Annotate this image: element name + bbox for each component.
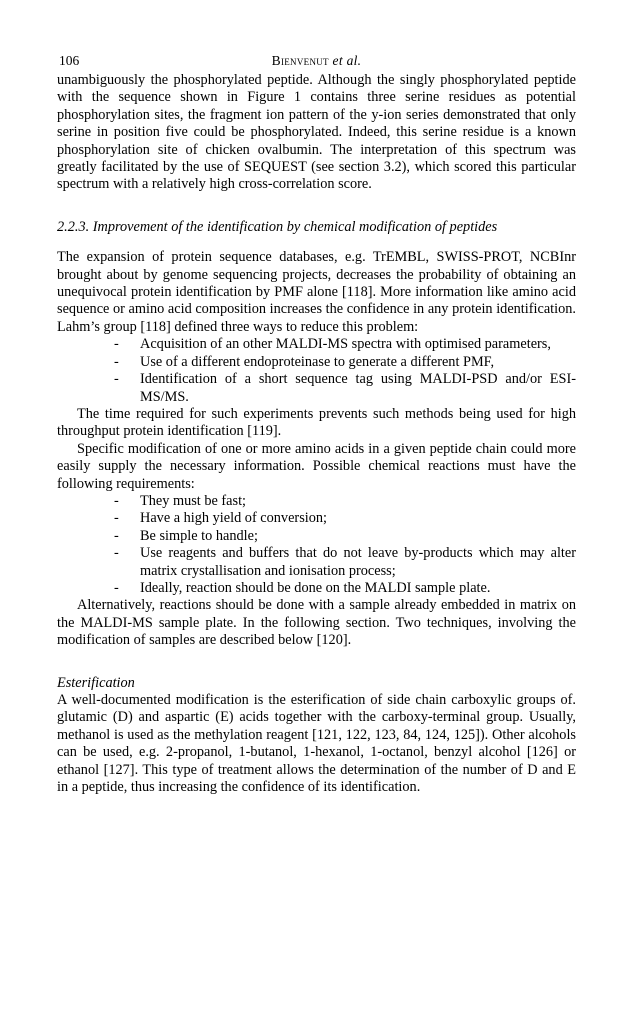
list-requirements xyxy=(57,493,576,597)
list-item: - Ideally, reaction should be done on the MALDI sample plate. xyxy=(114,579,491,596)
running-head-author: Bienvenut xyxy=(271,53,329,68)
document-page xyxy=(57,52,576,796)
list-item: - Be simple to handle; xyxy=(114,527,258,544)
paragraph-4: Specific modification of one or more amino acids in a given peptide chain could more easily supply the necessary information. Possible chemical reactions must have the following requirements: xyxy=(57,440,576,492)
page-header xyxy=(57,52,576,72)
dash-marker: - xyxy=(114,492,119,509)
page-number: 106 xyxy=(59,53,80,68)
section-title: 2.2.3. Improvement of the identification by chemical modification of peptides xyxy=(57,218,498,235)
dash-marker: - xyxy=(114,353,119,370)
paragraph-2: The expansion of protein sequence databases, e.g. TrEMBL, SWISS-PROT, NCBInr brought about by genome sequencing projects, decreases the probability of obtaining an unequivocal protein identification by PMF alone [118]. More information like amino acid sequence or amino acid composition increases the confidence in any protein identification. Lahm’s group [118] defined three ways to reduce this problem: xyxy=(57,249,576,335)
paragraph-6: A well-documented modification is the esterification of side chain carboxylic groups of. glutamic (D) and aspartic (E) acids together with the carboxy-terminal group. Usually, methanol is used as the methylation reagent [121, 122, 123, 84, 124, 125]). Other alcohols can be used, e.g. 2-propanol, 1-butanol, 1-hexanol, 1-octanol, benzyl alcohol [126] or ethanol [127]. This type of treatment allows the determination of the number of D and E in a peptide, thus increasing the confidence of its identification. xyxy=(57,692,576,796)
dash-marker: - xyxy=(114,527,119,544)
subsection-title: Esterification xyxy=(57,674,135,691)
list-item: - Acquisition of an other MALDI-MS spectra with optimised parameters, xyxy=(114,336,551,353)
dash-marker: - xyxy=(114,336,119,353)
list-item: - Use reagents and buffers that do not leave by-products which may alter matrix crystallisation and ionisation process; xyxy=(114,545,576,579)
paragraph-3: The time required for such experiments prevents such methods being used for high throughput protein identification [119]. xyxy=(57,405,576,440)
dash-marker: - xyxy=(114,510,119,527)
spacer xyxy=(57,194,576,219)
dash-marker: - xyxy=(114,545,119,562)
paragraph-5: Alternatively, reactions should be done with a sample already embedded in matrix on the MALDI-MS sample plate. In the following section. Two techniques, involving the modification of samples are described below [120]. xyxy=(57,597,576,649)
list-item: - Have a high yield of conversion; xyxy=(114,510,327,527)
dash-marker: - xyxy=(114,579,119,596)
running-head-etal: et al. xyxy=(332,53,362,68)
list-ways xyxy=(57,336,576,406)
list-item: - Identification of a short sequence tag using MALDI-PSD and/or ESI-MS/MS. xyxy=(114,371,576,405)
dash-marker: - xyxy=(114,371,119,388)
list-item: - Use of a different endoproteinase to generate a different PMF, xyxy=(114,353,495,370)
paragraph-1: unambiguously the phosphorylated peptide. Although the singly phosphorylated peptide with the sequence shown in Figure 1 contains three serine residues as potential phosphorylation sites, the fragment ion pattern of the y-ion series demonstrated that only serine in position five could be phosphorylated. Indeed, this serine residue is a known phosphorylation site of chicken ovalbumin. The interpretation of this spectrum was greatly facilitated by the use of SEQUEST (see section 3.2), which scored this particular spectrum with a relatively high cross-correlation score. xyxy=(57,72,576,193)
spacer xyxy=(57,650,576,675)
list-item: - They must be fast; xyxy=(114,492,247,509)
running-head xyxy=(57,52,576,69)
